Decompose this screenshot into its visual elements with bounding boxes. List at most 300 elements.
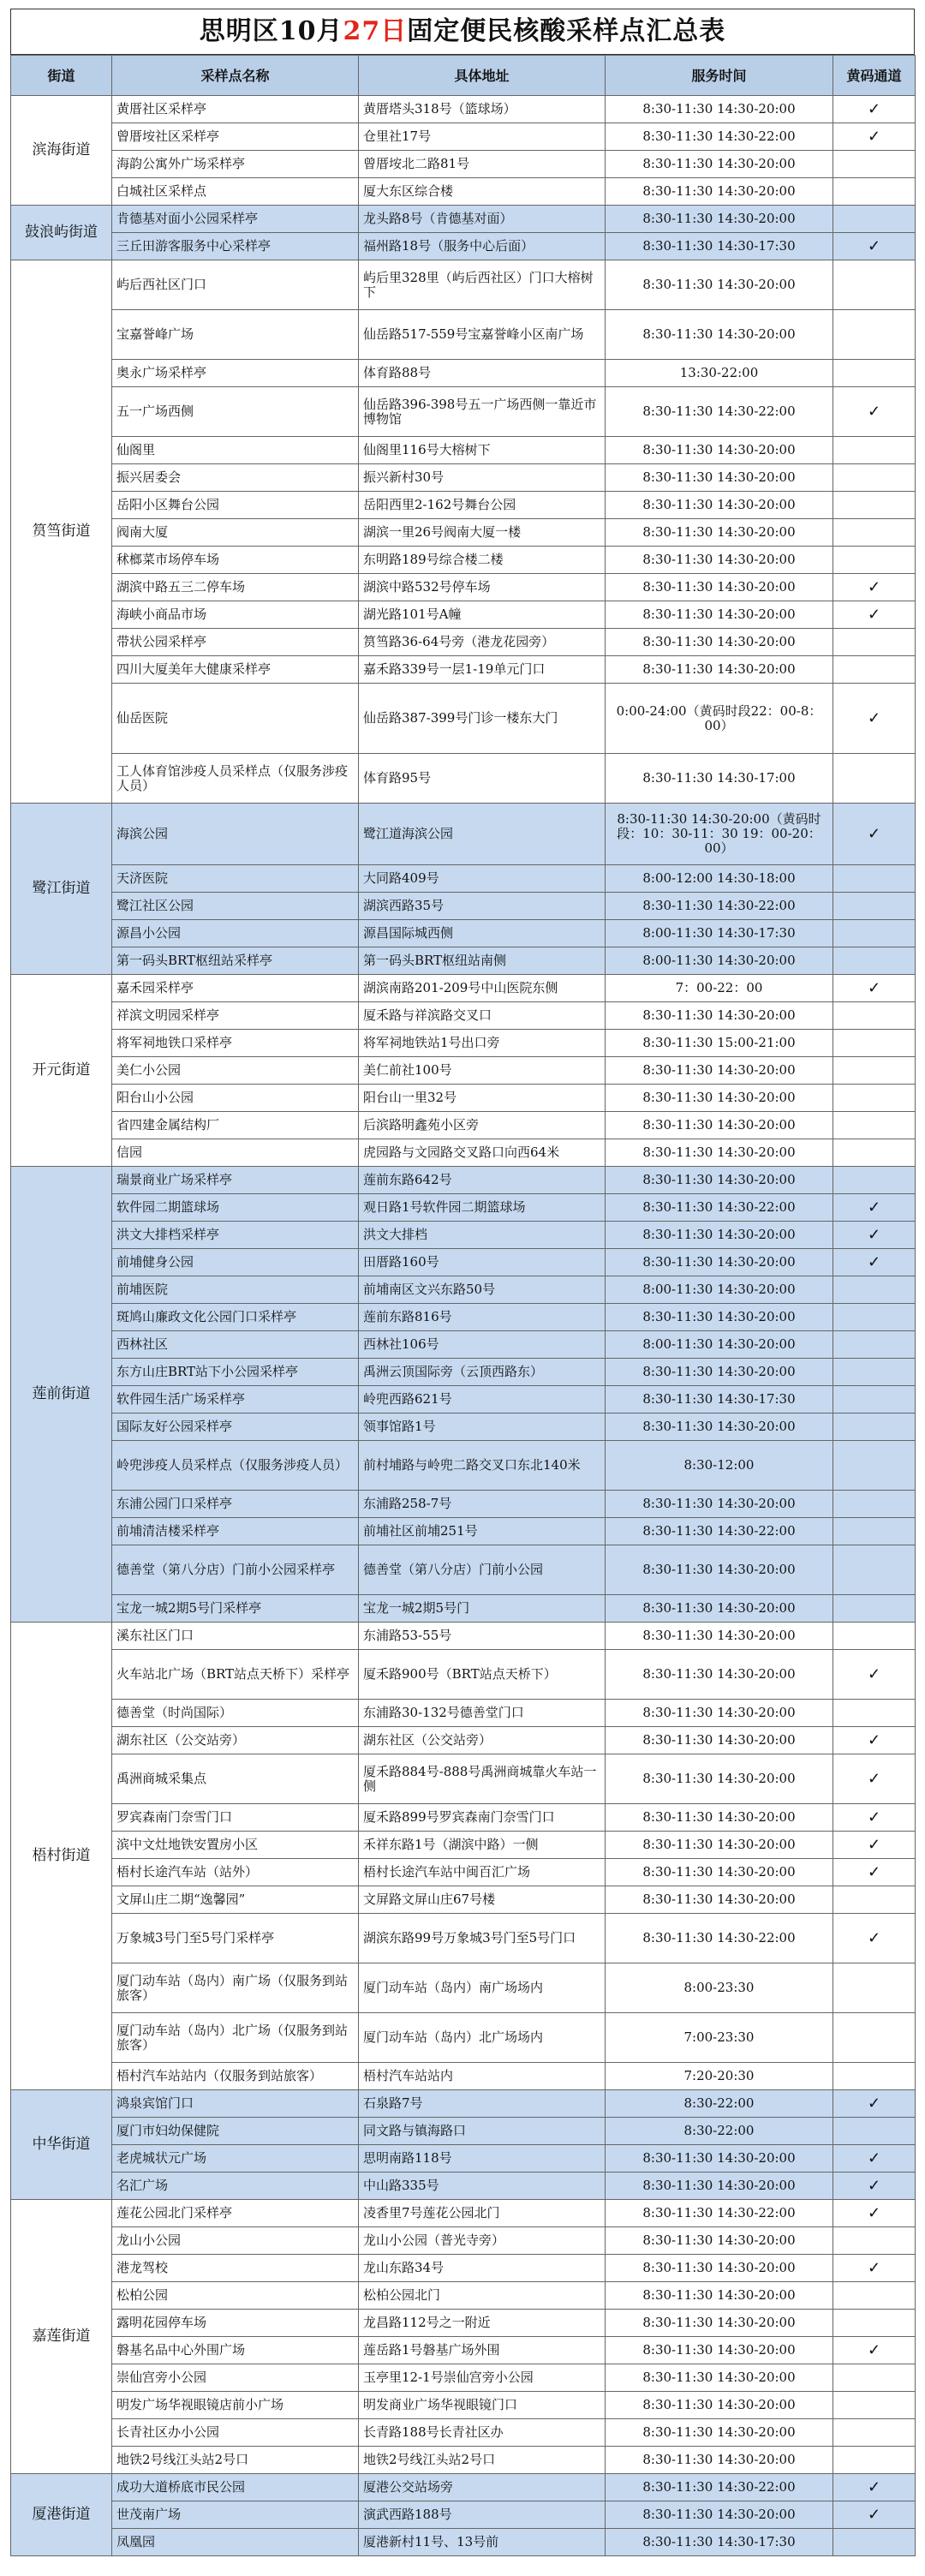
table-row xyxy=(11,1085,916,1112)
check-icon: ✓ xyxy=(867,1770,881,1788)
address-cell: 同文路与镇海路口 xyxy=(359,2118,606,2145)
address-cell: 黄厝塔头318号（篮球场） xyxy=(359,96,606,123)
time-cell: 8:30-11:30 14:30-20:00 xyxy=(606,96,833,123)
district-cell: 筼筜街道 xyxy=(11,260,112,804)
table-row xyxy=(11,920,916,947)
green-channel-cell xyxy=(833,2529,916,2556)
table-row xyxy=(11,629,916,656)
table-row xyxy=(11,1057,916,1085)
address-cell: 厦门动车站（岛内）南广场场内 xyxy=(359,1963,606,2013)
header-time: 服务时间 xyxy=(606,56,833,96)
table-row xyxy=(11,1623,916,1650)
green-channel-cell xyxy=(833,387,916,437)
time-cell: 8:30-11:30 14:30-17:30 xyxy=(606,233,833,260)
table-row xyxy=(11,574,916,601)
green-channel-cell xyxy=(833,492,916,519)
site-cell: 仙岳医院 xyxy=(112,684,359,754)
time-cell: 8:30-11:30 14:30-22:00 xyxy=(606,2474,833,2501)
address-cell: 湖滨南路201-209号中山医院东侧 xyxy=(359,975,606,1002)
time-cell: 8:30-11:30 14:30-20:00 xyxy=(606,1832,833,1859)
time-cell: 8:30-11:30 14:30-22:00 xyxy=(606,1518,833,1545)
site-cell: 岭兜涉疫人员采样点（仅服务涉疫人员） xyxy=(112,1441,359,1491)
table-row xyxy=(11,1359,916,1386)
green-channel-cell xyxy=(833,1441,916,1491)
table-row xyxy=(11,1650,916,1700)
address-cell: 仙阁里116号大榕树下 xyxy=(359,437,606,464)
address-cell: 厦港公交站场旁 xyxy=(359,2474,606,2501)
time-cell: 8:30-11:30 14:30-20:00 xyxy=(606,2227,833,2255)
site-cell: 海峡小商品市场 xyxy=(112,601,359,629)
time-cell: 8:30-11:30 14:30-20:00 xyxy=(606,1057,833,1085)
check-icon: ✓ xyxy=(867,979,881,997)
table-row xyxy=(11,947,916,975)
title-suffix: 固定便民核酸采样点汇总表 xyxy=(407,16,726,46)
time-cell: 8:30-11:30 14:30-20:00 xyxy=(606,1727,833,1754)
site-cell: 信园 xyxy=(112,1139,359,1167)
address-cell: 德善堂（第八分店）门前小公园 xyxy=(359,1545,606,1595)
table-row xyxy=(11,233,916,260)
check-icon: ✓ xyxy=(867,2095,881,2113)
site-cell: 嘉禾园采样亭 xyxy=(112,975,359,1002)
check-icon: ✓ xyxy=(867,2259,881,2277)
check-icon: ✓ xyxy=(867,1929,881,1947)
time-cell: 8:00-11:30 14:30-20:00 xyxy=(606,1276,833,1304)
time-cell: 8:30-11:30 14:30-20:00 xyxy=(606,547,833,574)
site-cell: 明发广场华视眼镜店前小广场 xyxy=(112,2392,359,2419)
green-channel-cell xyxy=(833,2501,916,2529)
site-cell: 工人体育馆涉疫人员采样点（仅服务涉疫人员） xyxy=(112,754,359,804)
site-cell: 秫榔菜市场停车场 xyxy=(112,547,359,574)
address-cell: 石泉路7号 xyxy=(359,2090,606,2118)
time-cell: 8:30-11:30 14:30-22:00 xyxy=(606,1914,833,1963)
table-row xyxy=(11,1727,916,1754)
site-cell: 瑞景商业广场采样亭 xyxy=(112,1167,359,1194)
table-row xyxy=(11,2200,916,2227)
address-cell: 思明南路118号 xyxy=(359,2145,606,2173)
green-channel-cell xyxy=(833,2013,916,2063)
address-cell: 东浦路30-132号德善堂门口 xyxy=(359,1700,606,1727)
site-cell: 德善堂（时尚国际） xyxy=(112,1700,359,1727)
address-cell: 演武西路188号 xyxy=(359,2501,606,2529)
table-row xyxy=(11,547,916,574)
green-channel-cell xyxy=(833,1057,916,1085)
site-cell: 罗宾森南门奈雪门口 xyxy=(112,1804,359,1832)
time-cell: 8:30-11:30 14:30-20:00 xyxy=(606,574,833,601)
address-cell: 体育路95号 xyxy=(359,754,606,804)
address-cell: 梧村汽车站站内 xyxy=(359,2063,606,2090)
site-cell: 阀南大厦 xyxy=(112,519,359,547)
time-cell: 0:00-24:00（黄码时段22：00-8：00） xyxy=(606,684,833,754)
address-cell: 鹭江道海滨公园 xyxy=(359,804,606,865)
table-row xyxy=(11,1804,916,1832)
time-cell: 8:00-23:30 xyxy=(606,1963,833,2013)
site-cell: 洪文大排档采样亭 xyxy=(112,1222,359,1249)
time-cell: 8:30-11:30 14:30-20:00 xyxy=(606,1222,833,1249)
table-row xyxy=(11,519,916,547)
table-row xyxy=(11,2118,916,2145)
time-cell: 8:30-11:30 14:30-20:00 xyxy=(606,492,833,519)
time-cell: 7:20-20:30 xyxy=(606,2063,833,2090)
time-cell: 8:30-11:30 14:30-17:30 xyxy=(606,2529,833,2556)
time-cell: 8:30-11:30 14:30-20:00 xyxy=(606,656,833,684)
address-cell: 厦港新村11号、13号前 xyxy=(359,2529,606,2556)
site-cell: 白城社区采样点 xyxy=(112,178,359,206)
time-cell: 8:30-11:30 14:30-20:00 xyxy=(606,1886,833,1914)
time-cell: 8:30-11:30 14:30-20:00 xyxy=(606,437,833,464)
site-cell: 屿后西社区门口 xyxy=(112,260,359,310)
green-channel-cell xyxy=(833,1085,916,1112)
site-cell: 五一广场西侧 xyxy=(112,387,359,437)
time-cell: 8:30-11:30 14:30-20:00 xyxy=(606,2392,833,2419)
green-channel-cell xyxy=(833,1623,916,1650)
site-cell: 长青社区办小公园 xyxy=(112,2419,359,2447)
table-row xyxy=(11,1331,916,1359)
site-cell: 肯德基对面小公园采样亭 xyxy=(112,206,359,233)
site-cell: 岳阳小区舞台公园 xyxy=(112,492,359,519)
address-cell: 厦大东区综合楼 xyxy=(359,178,606,206)
check-icon: ✓ xyxy=(867,2341,881,2359)
table-row xyxy=(11,178,916,206)
green-channel-cell xyxy=(833,2419,916,2447)
green-channel-cell xyxy=(833,629,916,656)
address-cell: 领事馆路1号 xyxy=(359,1414,606,1441)
site-cell: 国际友好公园采样亭 xyxy=(112,1414,359,1441)
site-cell: 海滨公园 xyxy=(112,804,359,865)
site-cell: 湖东社区（公交站旁） xyxy=(112,1727,359,1754)
green-channel-cell xyxy=(833,2392,916,2419)
check-icon: ✓ xyxy=(867,2506,881,2524)
address-cell: 前村埔路与岭兜二路交叉口东北140米 xyxy=(359,1441,606,1491)
address-cell: 东明路189号综合楼二楼 xyxy=(359,547,606,574)
check-icon: ✓ xyxy=(867,1198,881,1216)
green-channel-cell xyxy=(833,233,916,260)
green-channel-cell xyxy=(833,2200,916,2227)
site-cell: 带状公园采样亭 xyxy=(112,629,359,656)
green-channel-cell xyxy=(833,547,916,574)
table-row xyxy=(11,1112,916,1139)
time-cell: 8:30-11:30 14:30-22:00 xyxy=(606,123,833,151)
address-cell: 湖东社区（公交站旁） xyxy=(359,1727,606,1754)
time-cell: 8:30-11:30 14:30-20:00 xyxy=(606,629,833,656)
summary-sheet xyxy=(10,9,915,2556)
green-channel-cell xyxy=(833,1727,916,1754)
green-channel-cell xyxy=(833,1545,916,1595)
green-channel-cell xyxy=(833,1002,916,1030)
address-cell: 虎园路与文园路交叉路口向西64米 xyxy=(359,1139,606,1167)
table-row xyxy=(11,1491,916,1518)
time-cell: 8:30-11:30 14:30-20:00 xyxy=(606,178,833,206)
site-cell: 地铁2号线江头站2号口 xyxy=(112,2447,359,2474)
green-channel-cell xyxy=(833,1491,916,1518)
table-row xyxy=(11,1832,916,1859)
address-cell: 前埔南区文兴东路50号 xyxy=(359,1276,606,1304)
address-cell: 东浦路258-7号 xyxy=(359,1491,606,1518)
address-cell: 仙岳路517-559号宝嘉誉峰小区南广场 xyxy=(359,310,606,360)
site-cell: 源昌小公园 xyxy=(112,920,359,947)
time-cell: 8:30-11:30 14:30-20:00 xyxy=(606,2419,833,2447)
time-cell: 8:30-11:30 14:30-20:00 xyxy=(606,519,833,547)
table-row xyxy=(11,601,916,629)
table-row xyxy=(11,1441,916,1491)
table-row xyxy=(11,1700,916,1727)
check-icon: ✓ xyxy=(867,1808,881,1826)
site-cell: 禹洲商城采集点 xyxy=(112,1754,359,1804)
address-cell: 田厝路160号 xyxy=(359,1249,606,1276)
address-cell: 岭兜西路621号 xyxy=(359,1386,606,1414)
time-cell: 8:30-11:30 14:30-20:00 xyxy=(606,2145,833,2173)
time-cell: 8:30-11:30 14:30-20:00 xyxy=(606,260,833,310)
table-row xyxy=(11,1304,916,1331)
time-cell: 8:30-11:30 14:30-20:00 xyxy=(606,1491,833,1518)
address-cell: 禾祥东路1号（湖滨中路）一侧 xyxy=(359,1832,606,1859)
address-cell: 梧村长途汽车站中闽百汇广场 xyxy=(359,1859,606,1886)
address-cell: 湖滨一里26号阀南大厦一楼 xyxy=(359,519,606,547)
site-cell: 湖滨中路五三二停车场 xyxy=(112,574,359,601)
address-cell: 屿后里328里（屿后西社区）门口大榕树下 xyxy=(359,260,606,310)
green-channel-cell xyxy=(833,1112,916,1139)
header-address: 具体地址 xyxy=(359,56,606,96)
check-icon: ✓ xyxy=(867,2177,881,2195)
check-icon: ✓ xyxy=(867,2478,881,2496)
green-channel-cell xyxy=(833,1700,916,1727)
table-row xyxy=(11,123,916,151)
green-channel-cell xyxy=(833,1914,916,1963)
green-channel-cell xyxy=(833,2255,916,2282)
green-channel-cell xyxy=(833,2145,916,2173)
address-cell: 前埔社区前埔251号 xyxy=(359,1518,606,1545)
green-channel-cell xyxy=(833,437,916,464)
address-cell: 禹洲云顶国际旁（云顶西路东） xyxy=(359,1359,606,1386)
check-icon: ✓ xyxy=(867,1253,881,1271)
address-cell: 湖滨东路99号万象城3号门至5号门口 xyxy=(359,1914,606,1963)
address-cell: 源昌国际城西侧 xyxy=(359,920,606,947)
table-row xyxy=(11,754,916,804)
table-row xyxy=(11,1194,916,1222)
table-row xyxy=(11,1754,916,1804)
time-cell: 8:30-11:30 14:30-20:00 xyxy=(606,1650,833,1700)
green-channel-cell xyxy=(833,865,916,893)
table-row xyxy=(11,893,916,920)
green-channel-cell xyxy=(833,1030,916,1057)
address-cell: 筼筜路36-64号旁（港龙花园旁） xyxy=(359,629,606,656)
site-cell: 梧村长途汽车站（站外） xyxy=(112,1859,359,1886)
table-row xyxy=(11,360,916,387)
table-row xyxy=(11,206,916,233)
address-cell: 长青路188号长青社区办 xyxy=(359,2419,606,2447)
address-cell: 厦门动车站（岛内）北广场场内 xyxy=(359,2013,606,2063)
check-icon: ✓ xyxy=(867,100,881,118)
table-row xyxy=(11,1222,916,1249)
table-row xyxy=(11,2255,916,2282)
address-cell: 美仁前社100号 xyxy=(359,1057,606,1085)
green-channel-cell xyxy=(833,1832,916,1859)
sampling-sites-table xyxy=(10,55,916,2556)
time-cell: 8:30-11:30 14:30-22:00 xyxy=(606,1194,833,1222)
site-cell: 祥滨文明园采样亭 xyxy=(112,1002,359,1030)
green-channel-cell xyxy=(833,1650,916,1700)
district-cell: 鹭江街道 xyxy=(11,804,112,975)
green-channel-cell xyxy=(833,1139,916,1167)
time-cell: 8:30-11:30 14:30-20:00 xyxy=(606,1700,833,1727)
check-icon: ✓ xyxy=(867,237,881,255)
table-body xyxy=(11,96,916,2556)
site-cell: 前埔医院 xyxy=(112,1276,359,1304)
table-row xyxy=(11,1386,916,1414)
site-cell: 阳台山小公园 xyxy=(112,1085,359,1112)
green-channel-cell xyxy=(833,893,916,920)
green-channel-cell xyxy=(833,2090,916,2118)
check-icon: ✓ xyxy=(867,606,881,624)
site-cell: 黄厝社区采样亭 xyxy=(112,96,359,123)
green-channel-cell xyxy=(833,1595,916,1623)
table-row xyxy=(11,2501,916,2529)
green-channel-cell xyxy=(833,1414,916,1441)
time-cell: 8:30-11:30 14:30-20:00 xyxy=(606,1859,833,1886)
site-cell: 美仁小公园 xyxy=(112,1057,359,1085)
check-icon: ✓ xyxy=(867,1836,881,1854)
address-cell: 凌香里7号莲花公园北门 xyxy=(359,2200,606,2227)
district-cell: 厦港街道 xyxy=(11,2474,112,2556)
time-cell: 8:30-11:30 14:30-20:00 xyxy=(606,1249,833,1276)
time-cell: 8:30-11:30 14:30-20:00 xyxy=(606,2447,833,2474)
table-row xyxy=(11,1249,916,1276)
table-row xyxy=(11,2063,916,2090)
green-channel-cell xyxy=(833,464,916,492)
address-cell: 东浦路53-55号 xyxy=(359,1623,606,1650)
time-cell: 8:30-11:30 14:30-20:00 xyxy=(606,464,833,492)
table-row xyxy=(11,1276,916,1304)
time-cell: 8:30-11:30 14:30-20:00 xyxy=(606,1085,833,1112)
header-site: 采样点名称 xyxy=(112,56,359,96)
address-cell: 文屏路文屏山庄67号楼 xyxy=(359,1886,606,1914)
address-cell: 龙山小公园（普光寺旁） xyxy=(359,2227,606,2255)
time-cell: 8:30-11:30 14:30-20:00 xyxy=(606,151,833,178)
address-cell: 湖光路101号A幢 xyxy=(359,601,606,629)
green-channel-cell xyxy=(833,1359,916,1386)
green-channel-cell xyxy=(833,2173,916,2200)
address-cell: 松柏公园北门 xyxy=(359,2282,606,2310)
address-cell: 莲岳路1号磐基广场外围 xyxy=(359,2337,606,2364)
time-cell: 8:00-11:30 14:30-20:00 xyxy=(606,947,833,975)
green-channel-cell xyxy=(833,754,916,804)
site-cell: 软件园生活广场采样亭 xyxy=(112,1386,359,1414)
site-cell: 梧村汽车站站内（仅服务到站旅客） xyxy=(112,2063,359,2090)
time-cell: 8:30-11:30 14:30-20:00 xyxy=(606,2255,833,2282)
site-cell: 第一码头BRT枢纽站采样亭 xyxy=(112,947,359,975)
green-channel-cell xyxy=(833,2063,916,2090)
check-icon: ✓ xyxy=(867,825,881,843)
site-cell: 仙阁里 xyxy=(112,437,359,464)
site-cell: 东浦公园门口采样亭 xyxy=(112,1491,359,1518)
green-channel-cell xyxy=(833,1194,916,1222)
table-row xyxy=(11,2013,916,2063)
time-cell: 8:30-11:30 14:30-20:00 xyxy=(606,1623,833,1650)
time-cell: 8:30-11:30 14:30-20:00（黄码时段：10：30-11：30 19：00-20：00） xyxy=(606,804,833,865)
site-cell: 露明花园停车场 xyxy=(112,2310,359,2337)
green-channel-cell xyxy=(833,601,916,629)
table-row xyxy=(11,804,916,865)
site-cell: 松柏公园 xyxy=(112,2282,359,2310)
check-icon: ✓ xyxy=(867,2204,881,2222)
title-prefix: 思明区10月 xyxy=(199,16,343,46)
district-cell: 嘉莲街道 xyxy=(11,2200,112,2474)
address-cell: 体育路88号 xyxy=(359,360,606,387)
time-cell: 13:30-22:00 xyxy=(606,360,833,387)
table-row xyxy=(11,387,916,437)
green-channel-cell xyxy=(833,920,916,947)
header-district: 街道 xyxy=(11,56,112,96)
site-cell: 世茂南广场 xyxy=(112,2501,359,2529)
time-cell: 8:30-11:30 14:30-20:00 xyxy=(606,1545,833,1595)
green-channel-cell xyxy=(833,2227,916,2255)
time-cell: 8:30-11:30 14:30-17:30 xyxy=(606,1386,833,1414)
time-cell: 8:30-11:30 14:30-17:00 xyxy=(606,754,833,804)
time-cell: 8:30-11:30 14:30-20:00 xyxy=(606,1595,833,1623)
address-cell: 湖滨中路532号停车场 xyxy=(359,574,606,601)
green-channel-cell xyxy=(833,260,916,310)
green-channel-cell xyxy=(833,1386,916,1414)
district-cell: 鼓浪屿街道 xyxy=(11,206,112,260)
time-cell: 8:30-11:30 14:30-20:00 xyxy=(606,1414,833,1441)
green-channel-cell xyxy=(833,1331,916,1359)
green-channel-cell xyxy=(833,206,916,233)
time-cell: 7:00-23:30 xyxy=(606,2013,833,2063)
site-cell: 莲花公园北门采样亭 xyxy=(112,2200,359,2227)
time-cell: 8:30-11:30 14:30-20:00 xyxy=(606,2364,833,2392)
table-row xyxy=(11,310,916,360)
address-cell: 仙岳路387-399号门诊一楼东大门 xyxy=(359,684,606,754)
site-cell: 奥永广场采样亭 xyxy=(112,360,359,387)
address-cell: 龙昌路112号之一附近 xyxy=(359,2310,606,2337)
green-channel-cell xyxy=(833,123,916,151)
green-channel-cell xyxy=(833,310,916,360)
table-row xyxy=(11,975,916,1002)
title-day: 27日 xyxy=(343,16,408,46)
green-channel-cell xyxy=(833,2447,916,2474)
time-cell: 8:30-11:30 14:30-22:00 xyxy=(606,2200,833,2227)
time-cell: 7：00-22：00 xyxy=(606,975,833,1002)
check-icon: ✓ xyxy=(867,1863,881,1881)
check-icon: ✓ xyxy=(867,709,881,727)
address-cell: 地铁2号线江头站2号口 xyxy=(359,2447,606,2474)
table-row xyxy=(11,260,916,310)
site-cell: 天济医院 xyxy=(112,865,359,893)
green-channel-cell xyxy=(833,1804,916,1832)
site-cell: 省四建金属结构厂 xyxy=(112,1112,359,1139)
table-row xyxy=(11,1595,916,1623)
green-channel-cell xyxy=(833,1276,916,1304)
address-cell: 湖滨西路35号 xyxy=(359,893,606,920)
green-channel-cell xyxy=(833,804,916,865)
site-cell: 文屏山庄二期“逸馨园” xyxy=(112,1886,359,1914)
table-row xyxy=(11,2529,916,2556)
table-row xyxy=(11,96,916,123)
time-cell: 8:30-22:00 xyxy=(606,2090,833,2118)
district-cell: 滨海街道 xyxy=(11,96,112,206)
address-cell: 后滨路明鑫苑小区旁 xyxy=(359,1112,606,1139)
time-cell: 8:30-11:30 14:30-20:00 xyxy=(606,1304,833,1331)
green-channel-cell xyxy=(833,1222,916,1249)
table-row xyxy=(11,2090,916,2118)
table-row xyxy=(11,1030,916,1057)
address-cell: 曾厝垵北二路81号 xyxy=(359,151,606,178)
site-cell: 港龙驾校 xyxy=(112,2255,359,2282)
green-channel-cell xyxy=(833,1859,916,1886)
time-cell: 8:00-11:30 14:30-17:30 xyxy=(606,920,833,947)
site-cell: 火车站北广场（BRT站点天桥下）采样亭 xyxy=(112,1650,359,1700)
address-cell: 莲前东路642号 xyxy=(359,1167,606,1194)
table-row xyxy=(11,1914,916,1963)
